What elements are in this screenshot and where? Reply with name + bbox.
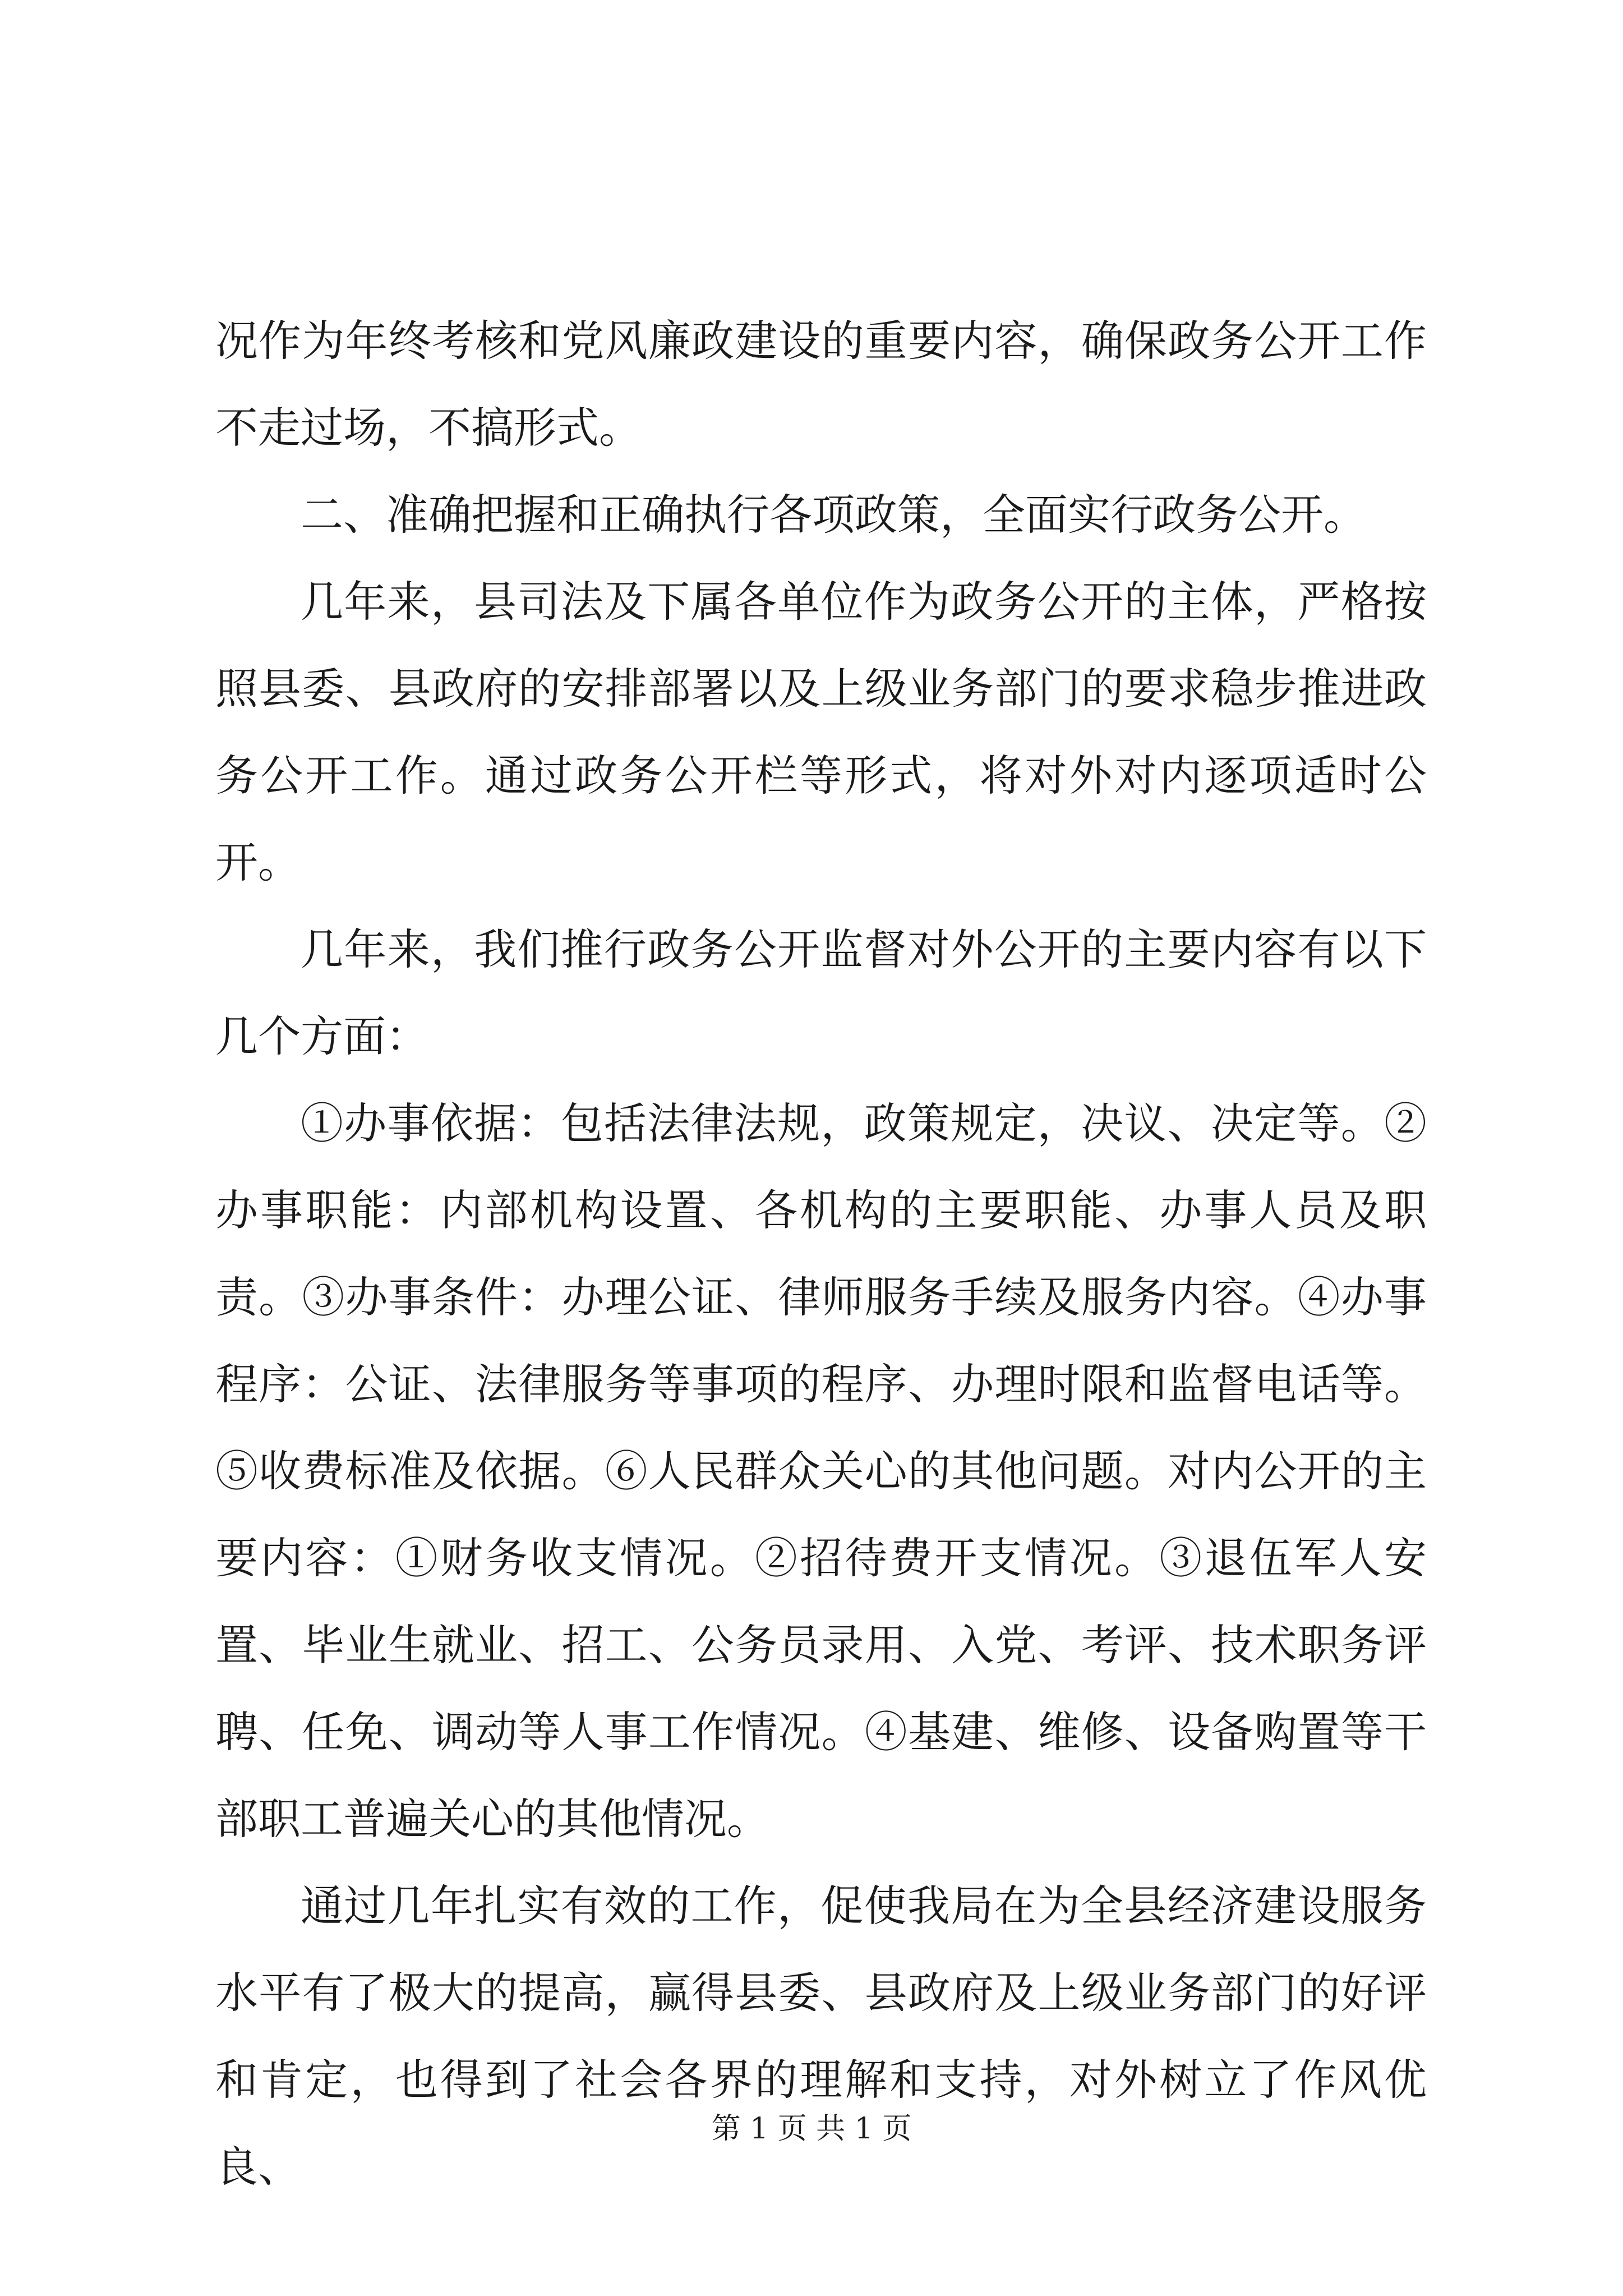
document-body <box>215 297 1427 2210</box>
paragraph-2-section-heading: 二、准确把握和正确执行各项政策，全面实行政务公开。 <box>301 490 1366 540</box>
paragraph-6: 通过几年扎实有效的工作，促使我局在为全县经济建设服务水平有了极大的提高，赢得县委、县政府及上级业务部门的好评和肯定，也得到了社会各界的理解和支持，对外树立了作风优良、 <box>215 1881 1427 2192</box>
paragraph-5-list: ①办事依据：包括法律法规，政策规定，决议、决定等。②办事职能：内部机构设置、各机构的主要职能、办事人员及职责。③办事条件：办理公证、律师服务手续及服务内容。④办事程序：公证、法律服务等事项的程序、办理时限和监督电话等。⑤收费标准及依据。⑥人民群众关心的其他问题。对内公开的主要内容：①财务收支情况。②招待费开支情况。③退伍军人安置、毕业生就业、招工、公务员录用、入党、考评、技术职务评聘、任免、调动等人事工作情况。④基建、维修、设备购置等干部职工普遍关心的其他情况。 <box>215 1098 1427 1844</box>
page-footer: 第 1 页 共 1 页 <box>711 2112 912 2146</box>
paragraph-4: 几年来，我们推行政务公开监督对外公开的主要内容有以下几个方面： <box>215 924 1427 1061</box>
paragraph-1: 况作为年终考核和党风廉政建设的重要内容，确保政务公开工作不走过场，不搞形式。 <box>215 316 1427 453</box>
paragraph-3: 几年来，县司法及下属各单位作为政务公开的主体，严格按照县委、县政府的安排部署以及上级业务部门的要求稳步推进政务公开工作。通过政务公开栏等形式，将对外对内逐项适时公开。 <box>215 577 1427 887</box>
